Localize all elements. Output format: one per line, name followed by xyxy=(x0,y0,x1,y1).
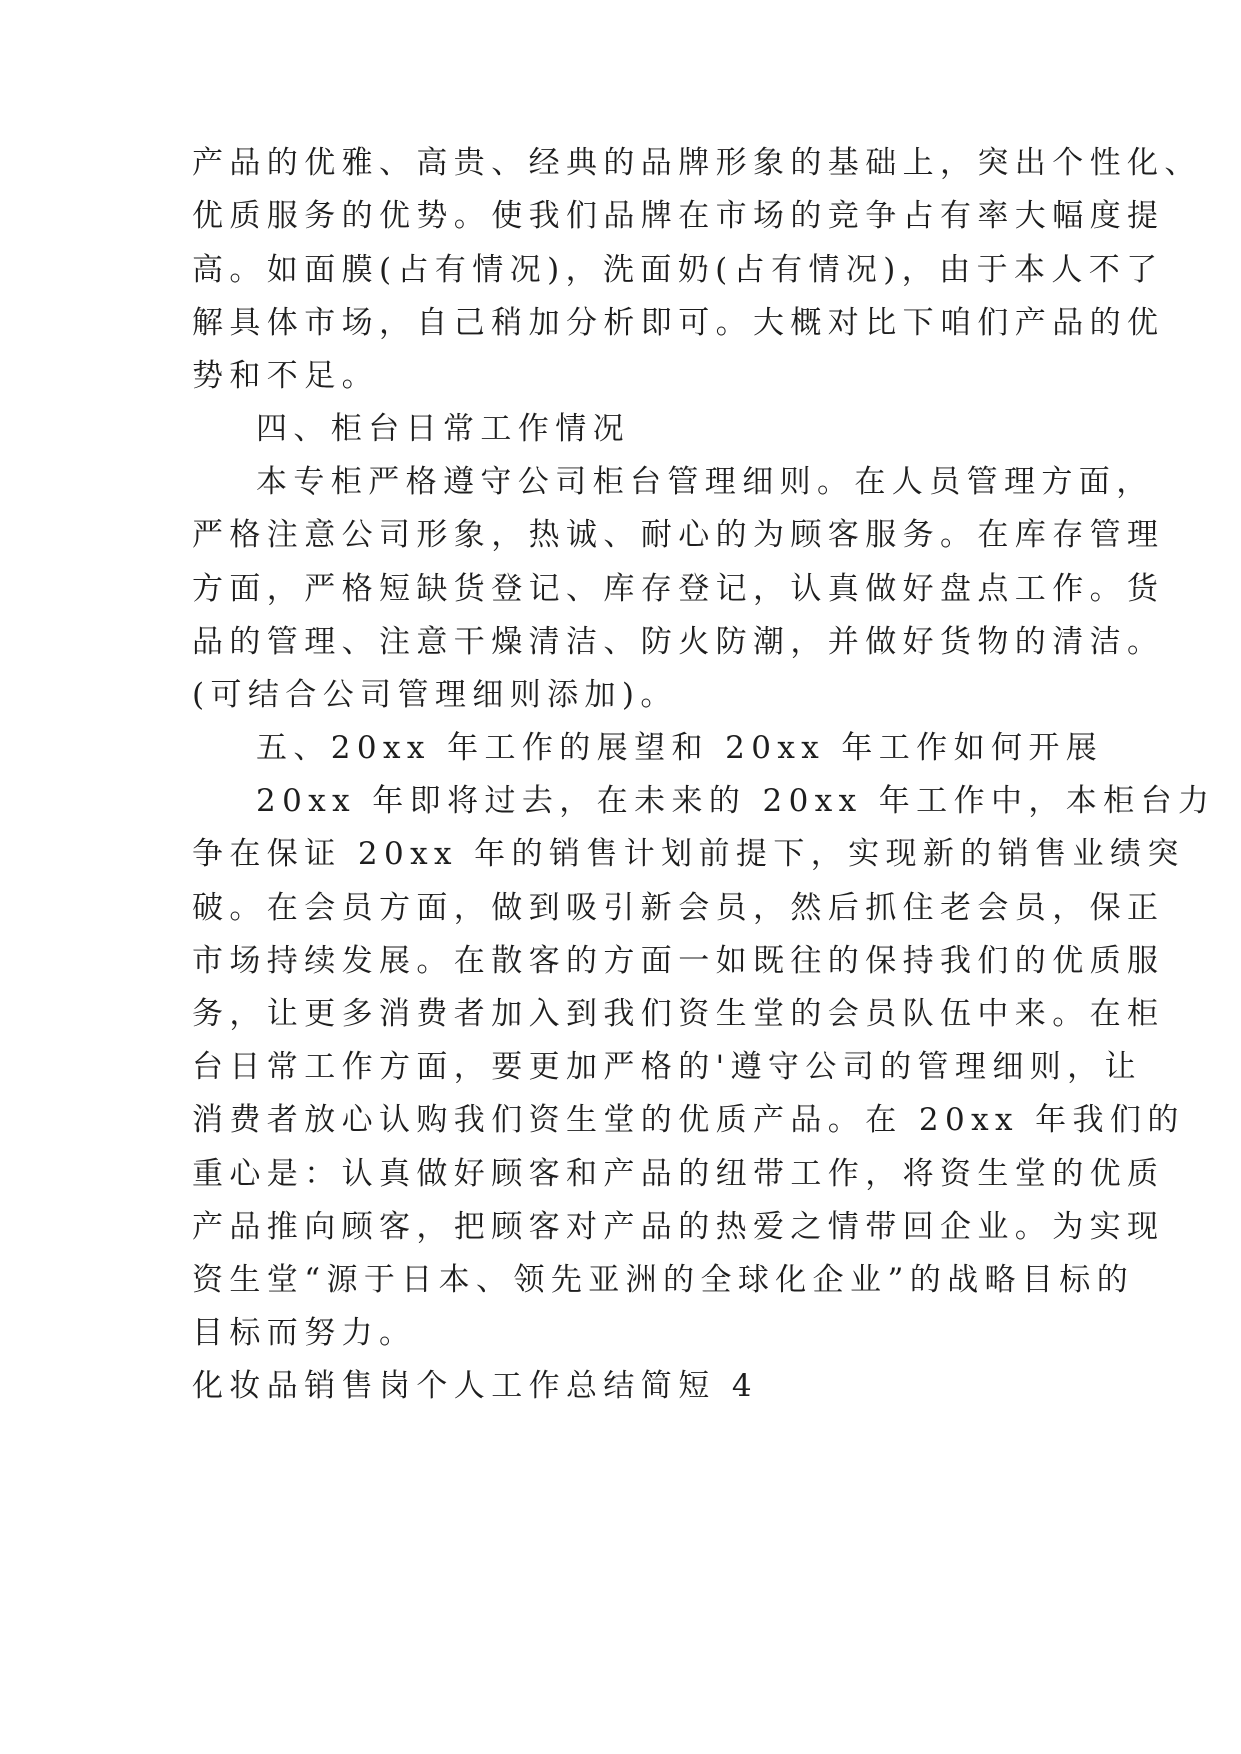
text-line: 市场持续发展。在散客的方面一如既往的保持我们的优质服 xyxy=(192,943,1165,979)
text-line: 务，让更多消费者加入到我们资生堂的会员队伍中来。在柜 xyxy=(192,996,1165,1032)
text-line: 重心是：认真做好顾客和产品的纽带工作，将资生堂的优质 xyxy=(192,1156,1165,1192)
section-heading: 五、20xx 年工作的展望和 20xx 年工作如何开展 xyxy=(256,730,1104,766)
text-line: 解具体市场，自己稍加分析即可。大概对比下咱们产品的优 xyxy=(192,305,1165,341)
text-line: 产品的优雅、高贵、经典的品牌形象的基础上，突出个性化、 xyxy=(192,145,1202,181)
text-line: 产品推向顾客，把顾客对产品的热爱之情带回企业。为实现 xyxy=(192,1209,1165,1245)
text-line: 目标而努力。 xyxy=(192,1315,417,1351)
text-line: 资生堂“源于日本、领先亚洲的全球化企业”的战略目标的 xyxy=(192,1262,1135,1298)
text-line: (可结合公司管理细则添加)。 xyxy=(192,677,678,713)
paragraph-start-line: 20xx 年即将过去，在未来的 20xx 年工作中，本柜台力 xyxy=(256,783,1216,819)
text-line: 台日常工作方面，要更加严格的'遵守公司的管理细则，让 xyxy=(192,1049,1142,1085)
text-line: 高。如面膜(占有情况)，洗面奶(占有情况)，由于本人不了 xyxy=(192,252,1164,288)
text-line: 方面，严格短缺货登记、库存登记，认真做好盘点工作。货 xyxy=(192,571,1165,607)
text-line: 严格注意公司形象，热诚、耐心的为顾客服务。在库存管理 xyxy=(192,517,1165,553)
document-section-title: 化妆品销售岗个人工作总结简短 4 xyxy=(192,1368,758,1404)
text-line: 优质服务的优势。使我们品牌在市场的竞争占有率大幅度提 xyxy=(192,198,1165,234)
paragraph-start-line: 本专柜严格遵守公司柜台管理细则。在人员管理方面， xyxy=(256,464,1154,500)
section-heading: 四、柜台日常工作情况 xyxy=(256,411,630,447)
text-line: 争在保证 20xx 年的销售计划前提下，实现新的销售业绩突 xyxy=(192,836,1185,872)
text-line: 消费者放心认购我们资生堂的优质产品。在 20xx 年我们的 xyxy=(192,1102,1185,1138)
text-line: 势和不足。 xyxy=(192,358,379,394)
text-line: 品的管理、注意干燥清洁、防火防潮，并做好货物的清洁。 xyxy=(192,624,1165,660)
text-line: 破。在会员方面，做到吸引新会员，然后抓住老会员，保正 xyxy=(192,890,1165,926)
